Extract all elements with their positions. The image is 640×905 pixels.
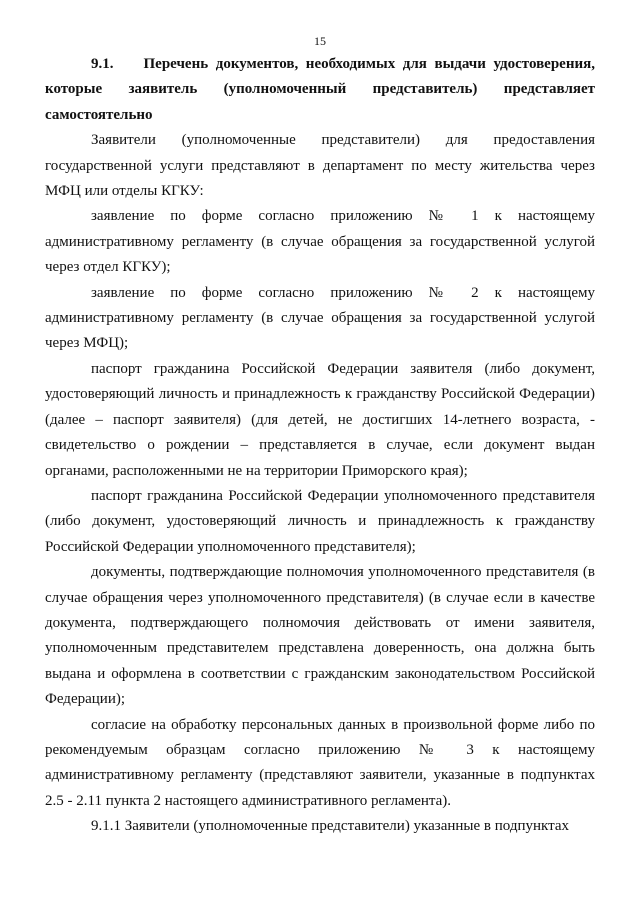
section-heading [45,52,595,128]
paragraph-application-mfc: заявление по форме согласно приложению № 2 к настоящему административному регламенту (в случае обращения за государственной услугой через МФЦ); [45,284,595,352]
paragraph-authority-documents: документы, подтверждающие полномочия уполномоченного представителя (в случае обращения через уполномоченного представителя) (в случае если в качестве документа, подтверждающего полномочия действовать от имени заявителя, уполномоченным представителем представлена доверенность, она должна быть выдана и оформлена в соответствии с гражданским законодательством Российской Федерации); [45,564,595,708]
document-body [45,52,595,840]
paragraph-applicant-passport: паспорт гражданина Российской Федерации заявителя (либо документ, удостоверяющий личность и принадлежность к гражданству Российской Федерации) (далее – паспорт заявителя) (для детей, не достигших 14-летнего возраста, - свидетельство о рождении – представляется в случае, если документ выдан органами, расположенными не на территории Приморского края); [45,360,595,479]
paragraph-9-1-1: 9.1.1 Заявители (уполномоченные представители) указанные в подпунктах [91,818,570,835]
paragraph-personal-data-consent: согласие на обработку персональных данных в произвольной форме либо по рекомендуемым образцам согласно приложению № 3 к настоящему административному регламенту (представляют заявители, указанные в подпунктах 2.5 - 2.11 пункта 2 настоящего административного регламента). [45,716,595,809]
paragraph-application-kgku: заявление по форме согласно приложению № 1 к настоящему административному регламенту (в случае обращения за государственной услугой через отдел КГКУ); [45,208,595,276]
paragraph-representative-passport: паспорт гражданина Российской Федерации уполномоченного представителя (либо документ, удостоверяющий личность и принадлежность к гражданству Российской Федерации уполномоченного представителя); [45,487,595,555]
page-number: 15 [314,34,326,48]
section-number: 9.1. [91,56,114,72]
section-title: Перечень документов, необходимых для выдачи удостоверения, которые заявитель (уполномоченный представитель) представляет самостоятельно [45,56,595,123]
paragraph-intro: Заявители (уполномоченные представители) для предоставления государственной услуги представляют в департамент по месту жительства через МФЦ или отделы КГКУ: [45,132,595,200]
